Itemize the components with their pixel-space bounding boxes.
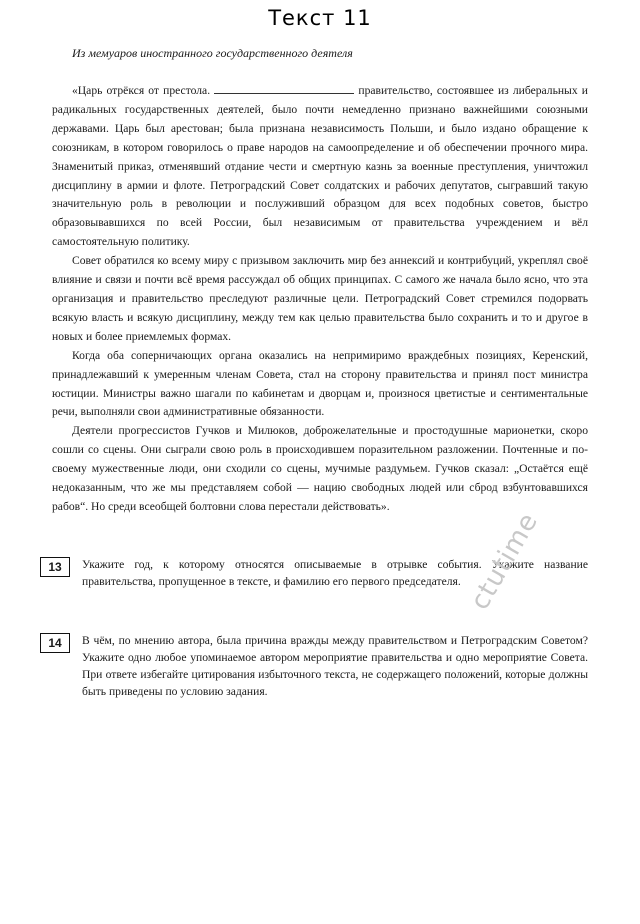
watermark: ctutime — [465, 507, 545, 615]
task-number-box: 14 — [40, 633, 70, 653]
paragraph-3: Когда оба соперничающих органа оказались на непримиримо враждебных позициях, Керенский, принадлежавший к умеренным членам Совета, стал на сторону правительства и принял пост министра юстиции. Министры важно шагали по кабинетам и дворцам и, произнося цветистые и сентиментальные речи, выполняли свои административные обязанности. — [52, 348, 588, 419]
paragraph-1-start: «Царь отрёкся от престола. — [72, 84, 215, 97]
task-text: В чём, по мнению автора, была причина вражды между правительством и Петроградским Советом? Укажите одно любое упоминаемое автором мероприятие правительства и одно мероприятие Совета. При ответе избегайте цитирования избыточного текста, не содержащего положений, которые должны быть приведены по условию задания. — [82, 634, 588, 698]
paragraph-1-rest: правительство, состоявшее из либеральных и радикальных государственных деятелей, было почти немедленно признано важнейшими союзными державами. Царь был арестован; была признана независимость Польши, и было издано обращение к союзникам, в котором говорилось о праве народов на самоопределение и об обеспечении прочного мира. Знаменитый приказ, отменявший отдание чести и смертную казнь за военные преступления, уничтожил дисциплину в армии и флоте. Петроградский Совет солдатских и рабочих депутатов, сыгравший такую значительную роль в революции и послуживший образцом для всех подобных советов, быстро образовывавшихся по всей России, был независимым от правительства учреждением и вёл самостоятельную политику. — [52, 84, 588, 249]
source-text — [52, 82, 588, 517]
source-subtitle: Из мемуаров иностранного государственного деятеля — [72, 46, 353, 60]
task-number-box: 13 — [40, 557, 70, 577]
paragraph-4: Деятели прогрессистов Гучков и Милюков, доброжелательные и простодушные марионетки, скоро сошли со сцены. Они сыграли свою роль в происходившем поразительном разложении. Почтенные и по-своему мужественные люди, они сходили со сцены, мучимые раздумьем. Гучков сказал: „Остаётся ещё недоказанным, что же мы представляем собой — нацию свободных людей или сброд взбунтовавшихся рабов“. Но среди всеобщей болтовни слова перестали действовать». — [52, 424, 588, 513]
answer-blank — [214, 83, 354, 94]
scanned-page — [52, 46, 612, 61]
task-14 — [40, 632, 588, 700]
page-title: Текст 11 — [268, 6, 372, 30]
task-text: Укажите год, к которому относятся описываемые в отрывке события. Укажите название правительства, пропущенное в тексте, и фамилию его первого председателя. — [82, 558, 588, 588]
paragraph-1 — [52, 82, 588, 252]
paragraph-2: Совет обратился ко всему миру с призывом заключить мир без аннексий и контрибуций, укреплял своё влияние и связи и почти всё время рассуждал об общих принципах. С самого же начала было ясно, что эта организация и правительство преследуют различные цели. Петроградский Совет стремился подорвать всякую власть и всякую дисциплину, между тем как целью правительства было сохранить и то и другое в новых и более приемлемых формах. — [52, 254, 588, 343]
